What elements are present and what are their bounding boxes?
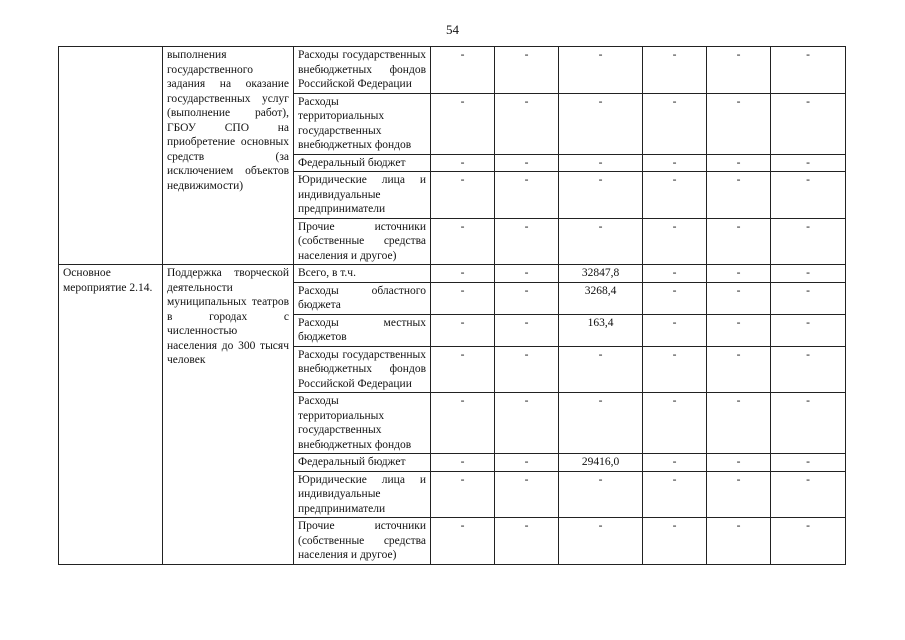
source-cell: Расходы территориальных государственных внебюджетных фондов [294, 393, 431, 454]
value-cell: 3268,4 [559, 282, 643, 314]
table-row [59, 47, 846, 94]
value-cell: - [559, 518, 643, 565]
table-row [59, 265, 846, 283]
value-cell: - [771, 454, 846, 472]
value-cell: - [771, 518, 846, 565]
value-cell: - [495, 393, 559, 454]
value-cell: - [707, 471, 771, 518]
value-cell: - [643, 346, 707, 393]
value-cell: - [431, 471, 495, 518]
value-cell: - [771, 314, 846, 346]
value-cell: - [707, 518, 771, 565]
value-cell: - [643, 218, 707, 265]
program-cell: Основное мероприятие 2.14. [59, 265, 163, 565]
budget-table-body [59, 47, 846, 565]
value-cell: - [559, 93, 643, 154]
source-cell: Юридические лица и индивидуальные предприниматели [294, 471, 431, 518]
value-cell: - [707, 265, 771, 283]
value-cell: - [495, 154, 559, 172]
value-cell: - [643, 172, 707, 219]
value-cell: - [707, 154, 771, 172]
source-cell: Прочие источники (собственные средства населения и другое) [294, 218, 431, 265]
value-cell: - [495, 454, 559, 472]
value-cell: - [495, 93, 559, 154]
value-cell: 32847,8 [559, 265, 643, 283]
value-cell: - [431, 282, 495, 314]
value-cell: - [771, 218, 846, 265]
value-cell: - [643, 518, 707, 565]
value-cell: - [771, 346, 846, 393]
value-cell: - [495, 47, 559, 94]
value-cell: - [431, 518, 495, 565]
value-cell: - [431, 314, 495, 346]
value-cell: - [643, 154, 707, 172]
value-cell: - [559, 47, 643, 94]
source-cell: Всего, в т.ч. [294, 265, 431, 283]
value-cell: - [707, 393, 771, 454]
budget-table [58, 46, 846, 565]
value-cell: - [643, 393, 707, 454]
value-cell: - [495, 218, 559, 265]
value-cell: - [559, 346, 643, 393]
value-cell: - [431, 265, 495, 283]
value-cell: - [771, 93, 846, 154]
program-cell [59, 47, 163, 265]
value-cell: - [771, 282, 846, 314]
value-cell: - [771, 47, 846, 94]
value-cell: - [559, 172, 643, 219]
value-cell: - [643, 265, 707, 283]
value-cell: - [771, 471, 846, 518]
value-cell: - [559, 218, 643, 265]
value-cell: - [431, 154, 495, 172]
value-cell: - [707, 314, 771, 346]
value-cell: - [431, 393, 495, 454]
source-cell: Расходы областного бюджета [294, 282, 431, 314]
value-cell: - [707, 218, 771, 265]
value-cell: - [495, 172, 559, 219]
source-cell: Юридические лица и индивидуальные предприниматели [294, 172, 431, 219]
value-cell: 29416,0 [559, 454, 643, 472]
value-cell: - [559, 393, 643, 454]
value-cell: - [431, 218, 495, 265]
description-cell: Поддержка творческой деятельности муниципальных театров в городах с численностью населения до 300 тысяч человек [163, 265, 294, 565]
value-cell: - [771, 393, 846, 454]
value-cell: - [431, 346, 495, 393]
value-cell: - [431, 454, 495, 472]
source-cell: Федеральный бюджет [294, 154, 431, 172]
source-cell: Расходы государственных внебюджетных фондов Российской Федерации [294, 47, 431, 94]
value-cell: - [431, 47, 495, 94]
value-cell: - [707, 454, 771, 472]
value-cell: - [643, 314, 707, 346]
value-cell: - [495, 282, 559, 314]
value-cell: - [771, 265, 846, 283]
page-number: 54 [446, 22, 459, 37]
value-cell: - [643, 47, 707, 94]
value-cell: - [707, 346, 771, 393]
value-cell: - [707, 47, 771, 94]
value-cell: - [495, 471, 559, 518]
value-cell: - [495, 518, 559, 565]
value-cell: - [431, 93, 495, 154]
value-cell: - [431, 172, 495, 219]
source-cell: Расходы местных бюджетов [294, 314, 431, 346]
value-cell: - [643, 282, 707, 314]
value-cell: - [495, 346, 559, 393]
value-cell: - [643, 471, 707, 518]
source-cell: Расходы государственных внебюджетных фондов Российской Федерации [294, 346, 431, 393]
value-cell: 163,4 [559, 314, 643, 346]
source-cell: Прочие источники (собственные средства населения и другое) [294, 518, 431, 565]
value-cell: - [771, 172, 846, 219]
value-cell: - [707, 93, 771, 154]
value-cell: - [559, 154, 643, 172]
value-cell: - [707, 282, 771, 314]
value-cell: - [707, 172, 771, 219]
value-cell: - [495, 265, 559, 283]
value-cell: - [559, 471, 643, 518]
description-cell: выполнения государственного задания на оказание государственных услуг (выполнение работ), ГБОУ СПО на приобретение основных средств (за исключением объектов недвижимости) [163, 47, 294, 265]
source-cell: Расходы территориальных государственных внебюджетных фондов [294, 93, 431, 154]
source-cell: Федеральный бюджет [294, 454, 431, 472]
value-cell: - [643, 454, 707, 472]
value-cell: - [643, 93, 707, 154]
value-cell: - [495, 314, 559, 346]
value-cell: - [771, 154, 846, 172]
